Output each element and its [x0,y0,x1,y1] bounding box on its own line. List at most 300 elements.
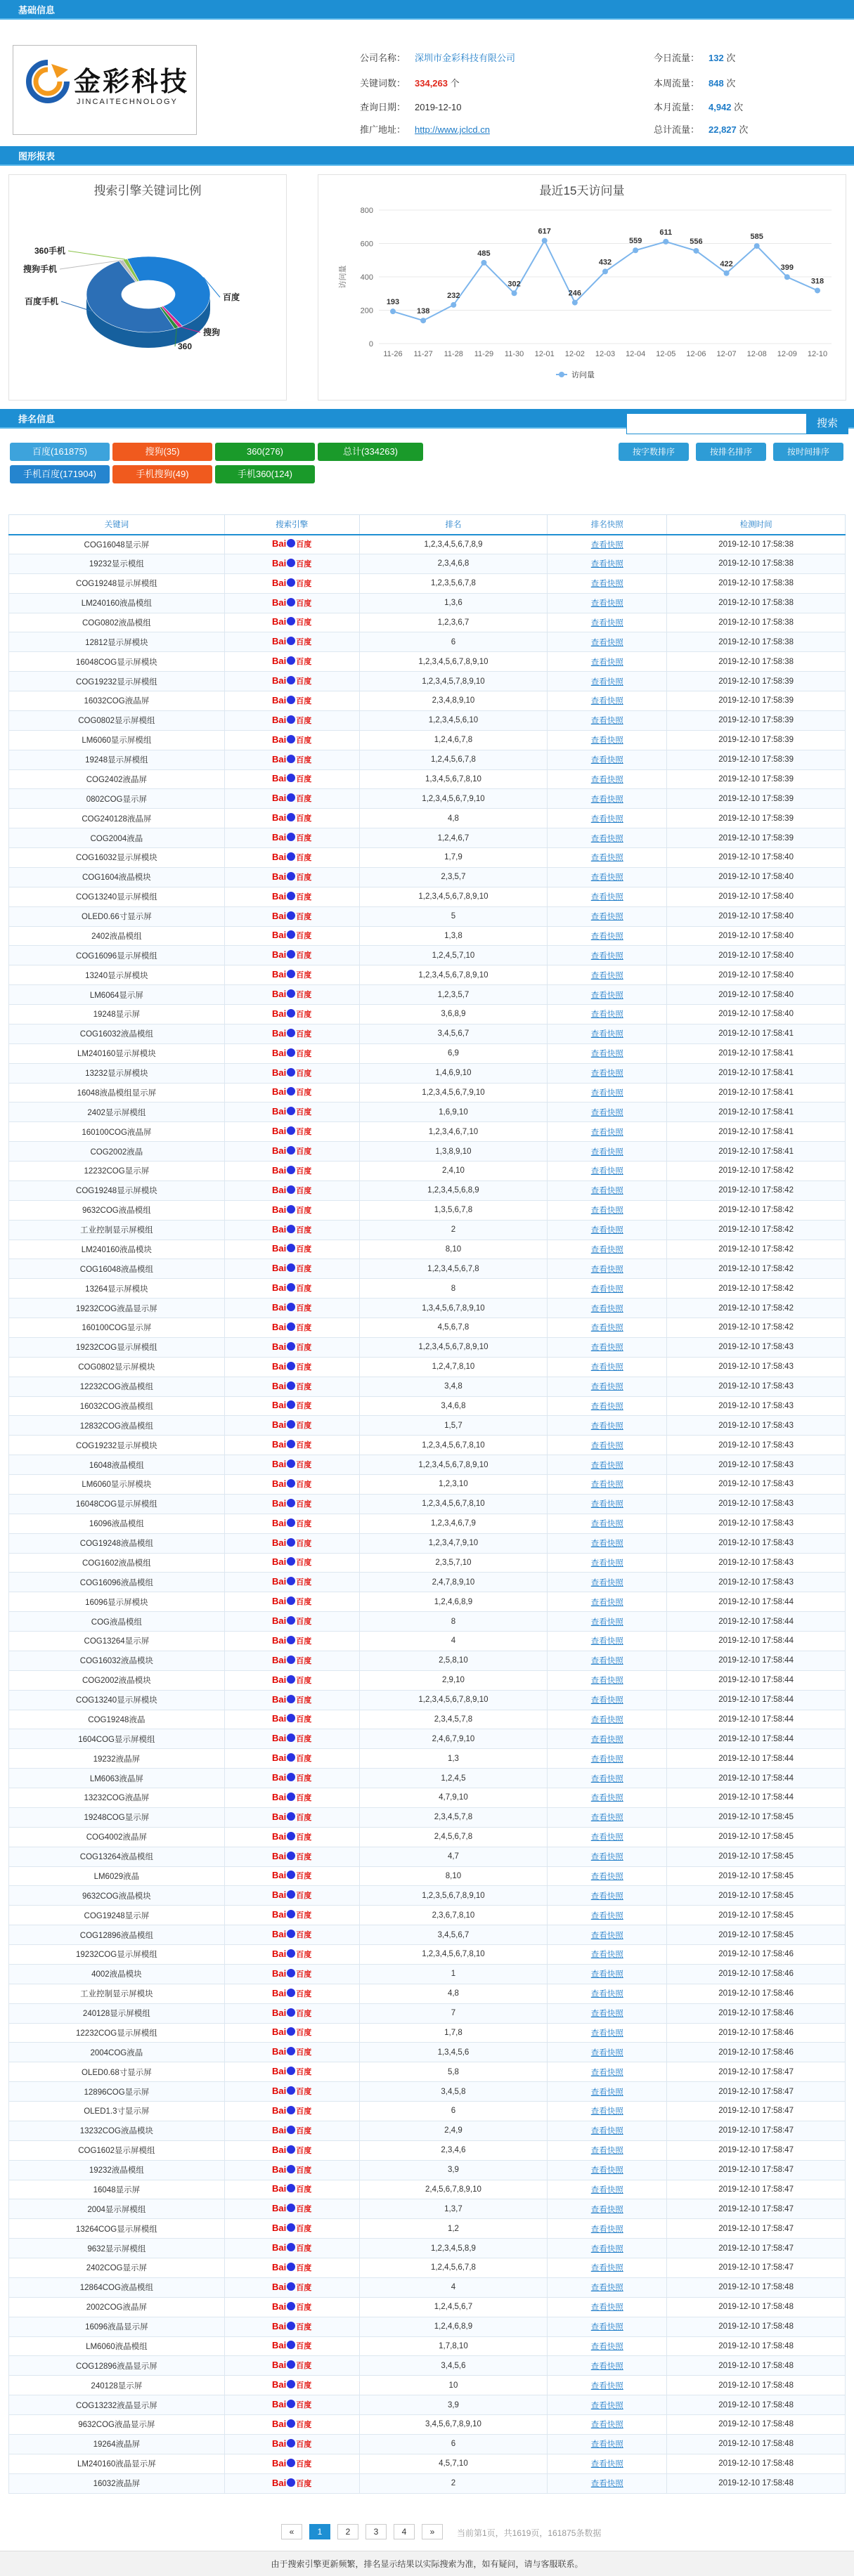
view-snapshot-link[interactable]: 查看快照 [590,1911,623,1920]
paw-icon [287,2439,295,2447]
view-snapshot-link[interactable]: 查看快照 [590,2303,623,2312]
view-snapshot-link[interactable]: 查看快照 [590,697,623,706]
baidu-logo: Bai 百度 [272,2301,312,2312]
view-snapshot-link[interactable]: 查看快照 [590,1245,623,1254]
paw-icon [287,833,295,841]
rank-cell: 4,8 [359,1984,548,2003]
engine-cell [224,750,359,769]
view-snapshot-link[interactable]: 查看快照 [590,2440,623,2450]
time-cell: 2019-12-10 17:58:43 [667,1514,846,1533]
data-point [663,239,668,245]
keyword-cell: 12232COG液晶模组 [9,1377,225,1396]
view-snapshot-link[interactable]: 查看快照 [590,580,623,589]
baidu-logo: Bai 百度 [272,989,312,1000]
pie-chart-title: 搜索引擎关键词比例 [93,184,202,197]
sort-by-time-button[interactable]: 按时间排序 [773,443,843,461]
view-snapshot-link[interactable]: 查看快照 [590,1441,623,1450]
rank-cell: 2,3,6,7,8,10 [359,1906,548,1925]
view-snapshot-link[interactable]: 查看快照 [590,1794,623,1803]
keyword-cell: 13232显示屏模块 [9,1063,225,1083]
view-snapshot-link[interactable]: 查看快照 [590,2362,623,2371]
snapshot-cell [548,867,667,887]
rank-cell: 3,6,8,9 [359,1005,548,1024]
view-snapshot-link[interactable]: 查看快照 [590,677,623,687]
time-cell: 2019-12-10 17:58:48 [667,2297,846,2317]
col-time: 检测时间 [667,515,846,535]
keyword-cell: 16048显示屏 [9,2180,225,2199]
rank-cell: 4,5,7,10 [359,2454,548,2473]
view-snapshot-link[interactable]: 查看快照 [590,1951,623,1960]
keyword-cell: COG13264液晶模组 [9,1847,225,1866]
rank-cell: 1,3,4,5,6,7,8,9,10 [359,1299,548,1318]
view-snapshot-link[interactable]: 查看快照 [590,1304,623,1313]
data-label: 422 [720,259,733,268]
time-cell: 2019-12-10 17:58:42 [667,1259,846,1279]
view-snapshot-link[interactable]: 查看快照 [590,1363,623,1372]
view-snapshot-link[interactable]: 查看快照 [590,1715,623,1724]
engine-cell [224,573,359,593]
view-snapshot-link[interactable]: 查看快照 [590,1578,623,1587]
view-snapshot-link[interactable]: 查看快照 [590,717,623,726]
sort-by-length-button[interactable]: 按字数排序 [619,443,689,461]
x-tick-label: 11-28 [444,350,463,358]
view-snapshot-link[interactable]: 查看快照 [590,599,623,609]
data-point [784,274,790,280]
paw-icon [287,2223,295,2232]
paw-icon [287,2282,295,2291]
table-row [9,2199,846,2219]
paw-icon [287,1930,295,1938]
view-snapshot-link[interactable]: 查看快照 [590,2342,623,2351]
baidu-logo: Bai 百度 [272,2183,312,2194]
view-snapshot-link[interactable]: 查看快照 [590,913,623,922]
view-snapshot-link[interactable]: 查看快照 [590,1030,623,1039]
baidu-logo: Bai 百度 [272,2223,312,2234]
view-snapshot-link[interactable]: 查看快照 [590,1833,623,1842]
engine-cell [224,1436,359,1455]
table-row [9,1906,846,1925]
engine-cell [224,554,359,573]
paw-icon [287,1205,295,1214]
prev-page-button[interactable]: « [281,2524,302,2539]
view-snapshot-link[interactable]: 查看快照 [590,1735,623,1744]
rank-cell: 2,4,5,6,7,8,9,10 [359,2180,548,2199]
pie-label-3: 百度手机 [24,297,58,306]
table-row [9,1964,846,1984]
view-snapshot-link[interactable]: 查看快照 [590,1500,623,1509]
view-snapshot-link[interactable]: 查看快照 [590,1872,623,1881]
baidu-logo: Bai 百度 [272,694,312,705]
view-snapshot-link[interactable]: 查看快照 [590,1147,623,1157]
view-snapshot-link[interactable]: 查看快照 [590,1010,623,1020]
view-snapshot-link[interactable]: 查看快照 [590,1598,623,1607]
table-row [9,1592,846,1612]
view-snapshot-link[interactable]: 查看快照 [590,991,623,1000]
engine-cell [224,1984,359,2003]
view-snapshot-link[interactable]: 查看快照 [590,1677,623,1686]
view-snapshot-link[interactable]: 查看快照 [590,2107,623,2116]
view-snapshot-link[interactable]: 查看快照 [590,1128,623,1137]
view-snapshot-link[interactable]: 查看快照 [590,2088,623,2097]
engine-cell [224,1788,359,1808]
baidu-logo: Bai 百度 [272,1576,312,1587]
view-snapshot-link[interactable]: 查看快照 [590,2480,623,2489]
keyword-cell: LM240160液晶显示屏 [9,2454,225,2473]
rank-cell: 3,4,5,6,7 [359,1024,548,1043]
sort-by-rank-button[interactable]: 按排名排序 [696,443,766,461]
view-snapshot-link[interactable]: 查看快照 [590,1853,623,1862]
keyword-cell: 160100COG显示屏 [9,1318,225,1338]
engine-cell [224,1180,359,1200]
snapshot-cell [548,1925,667,1945]
view-snapshot-link[interactable]: 查看快照 [590,1108,623,1117]
baidu-logo: Bai 百度 [272,753,312,765]
table-row [9,652,846,672]
snapshot-cell [548,1357,667,1377]
filter-sogou-button[interactable]: 搜狗(35) [112,443,212,461]
view-snapshot-link[interactable]: 查看快照 [590,814,623,824]
view-snapshot-link[interactable]: 查看快照 [590,1696,623,1705]
view-snapshot-link[interactable]: 查看快照 [590,2068,623,2077]
view-snapshot-link[interactable]: 查看快照 [590,2185,623,2194]
filter-mobile-sogou-button[interactable]: 手机搜狗(49) [112,465,212,483]
keyword-cell: 2002COG液晶屏 [9,2297,225,2317]
baidu-logo: Bai 百度 [272,1889,312,1901]
engine-cell [224,1240,359,1259]
paw-icon [287,2145,295,2154]
baidu-logo: Bai 百度 [272,1400,312,1411]
time-cell: 2019-12-10 17:58:47 [667,2258,846,2278]
baidu-logo: Bai 百度 [272,2086,312,2097]
time-cell: 2019-12-10 17:58:47 [667,2219,846,2239]
filter-mobile-baidu-button[interactable]: 手机百度(171904) [10,465,110,483]
view-snapshot-link[interactable]: 查看快照 [590,1402,623,1411]
paw-icon [287,2184,295,2192]
view-snapshot-link[interactable]: 查看快照 [590,951,623,961]
filter-total-button[interactable]: 总计(334263) [318,443,423,461]
time-cell: 2019-12-10 17:58:41 [667,1083,846,1102]
filter-mobile-360-button[interactable]: 手机360(124) [215,465,315,483]
keyword-cell: 2004COG液晶 [9,2043,225,2062]
snapshot-cell [548,2473,667,2493]
time-cell: 2019-12-10 17:58:42 [667,1299,846,1318]
view-snapshot-link[interactable]: 查看快照 [590,618,623,627]
search-button[interactable]: 搜索 [806,413,848,434]
paw-icon [287,598,295,606]
data-label: 232 [447,291,460,300]
view-snapshot-link[interactable]: 查看快照 [590,1814,623,1823]
data-point [451,302,456,308]
view-snapshot-link[interactable]: 查看快照 [590,1344,623,1353]
keyword-cell: COG1604液晶模块 [9,867,225,887]
paw-icon [287,970,295,978]
keyword-cell: 工业控制显示屏模块 [9,1984,225,2003]
view-snapshot-link[interactable]: 查看快照 [590,2029,623,2038]
view-snapshot-link[interactable]: 查看快照 [590,638,623,647]
time-cell: 2019-12-10 17:58:46 [667,2023,846,2043]
engine-cell [224,1866,359,1886]
baidu-logo: Bai 百度 [272,1419,312,1431]
view-snapshot-link[interactable]: 查看快照 [590,2421,623,2430]
paw-icon [287,1852,295,1860]
snapshot-cell [548,1964,667,1984]
engine-cell [224,1632,359,1651]
engine-cell [224,1357,359,1377]
view-snapshot-link[interactable]: 查看快照 [590,2323,623,2332]
time-cell: 2019-12-10 17:58:38 [667,593,846,613]
rank-cell: 8 [359,1612,548,1632]
paw-icon [287,1048,295,1057]
view-snapshot-link[interactable]: 查看快照 [590,1892,623,1901]
time-cell: 2019-12-10 17:58:43 [667,1573,846,1592]
baidu-logo: Bai 百度 [272,636,312,647]
engine-cell [224,2180,359,2199]
table-row [9,887,846,906]
baidu-logo: Bai 百度 [272,1634,312,1646]
rank-cell: 8,10 [359,1240,548,1259]
snapshot-cell [548,926,667,946]
section-header-charts [0,146,854,166]
paw-icon [287,1283,295,1292]
view-snapshot-link[interactable]: 查看快照 [590,1618,623,1627]
view-snapshot-link[interactable]: 查看快照 [590,932,623,941]
snapshot-cell [548,985,667,1005]
baidu-logo: Bai 百度 [272,2457,312,2468]
data-point [390,308,396,314]
view-snapshot-link[interactable]: 查看快照 [590,1069,623,1079]
view-snapshot-link[interactable]: 查看快照 [590,1383,623,1392]
time-cell: 2019-12-10 17:58:42 [667,1220,846,1240]
view-snapshot-link[interactable]: 查看快照 [590,540,623,549]
rank-cell: 1,2,3,5,6,7,8 [359,573,548,593]
view-snapshot-link[interactable]: 查看快照 [590,658,623,667]
view-snapshot-link[interactable]: 查看快照 [590,2244,623,2253]
page-2-button[interactable]: 2 [337,2524,358,2539]
view-snapshot-link[interactable]: 查看快照 [590,2010,623,2019]
time-cell: 2019-12-10 17:58:40 [667,867,846,887]
view-snapshot-link[interactable]: 查看快照 [590,1774,623,1783]
view-snapshot-link[interactable]: 查看快照 [590,2127,623,2136]
snapshot-cell [548,2199,667,2219]
snapshot-cell [548,1279,667,1299]
view-snapshot-link[interactable]: 查看快照 [590,2264,623,2273]
engine-cell [224,593,359,613]
view-snapshot-link[interactable]: 查看快照 [590,971,623,980]
engine-cell [224,1651,359,1670]
snapshot-cell [548,1847,667,1866]
paw-icon [287,1675,295,1684]
rank-cell: 1,2,4,6,7,8 [359,730,548,750]
snapshot-cell [548,1259,667,1279]
paw-icon [287,1596,295,1605]
engine-cell [224,710,359,730]
view-snapshot-link[interactable]: 查看快照 [590,1422,623,1431]
keyword-cell: COG1602显示屏模组 [9,2140,225,2160]
view-snapshot-link[interactable]: 查看快照 [590,1226,623,1235]
view-snapshot-link[interactable]: 查看快照 [590,756,623,765]
view-snapshot-link[interactable]: 查看快照 [590,2205,623,2214]
table-row [9,2062,846,2082]
view-snapshot-link[interactable]: 查看快照 [590,1559,623,1568]
paw-icon [287,2459,295,2467]
view-snapshot-link[interactable]: 查看快照 [590,1265,623,1274]
baidu-logo: Bai 百度 [272,1929,312,1940]
view-snapshot-link[interactable]: 查看快照 [590,1970,623,1979]
view-snapshot-link[interactable]: 查看快照 [590,736,623,746]
engine-cell [224,828,359,848]
snapshot-cell [548,1690,667,1710]
paw-icon [287,2341,295,2349]
view-snapshot-link[interactable]: 查看快照 [590,854,623,863]
baidu-logo: Bai 百度 [272,2242,312,2253]
data-label: 138 [416,307,430,316]
snapshot-cell [548,789,667,809]
table-row [9,1416,846,1436]
time-cell: 2019-12-10 17:58:43 [667,1436,846,1455]
table-row [9,1063,846,1083]
filter-baidu-button[interactable]: 百度(161875) [10,443,110,461]
rank-cell: 2,4,7,8,9,10 [359,1573,548,1592]
view-snapshot-link[interactable]: 查看快照 [590,795,623,804]
page-1-button[interactable]: 1 [309,2524,330,2539]
snapshot-cell [548,1533,667,1553]
baidu-logo: Bai 百度 [272,832,312,843]
rank-cell: 3,4,6,8 [359,1396,548,1416]
view-snapshot-link[interactable]: 查看快照 [590,2401,623,2410]
baidu-logo: Bai 百度 [272,2320,312,2331]
next-page-button[interactable]: » [422,2524,443,2539]
paw-icon [287,852,295,861]
rank-cell: 2,3,4,5,7,8 [359,1710,548,1729]
time-cell: 2019-12-10 17:58:45 [667,1827,846,1847]
view-snapshot-link[interactable]: 查看快照 [590,1187,623,1196]
rank-cell: 4 [359,1632,548,1651]
x-tick-label: 12-05 [656,350,676,358]
view-snapshot-link[interactable]: 查看快照 [590,1755,623,1764]
view-snapshot-link[interactable]: 查看快照 [590,1461,623,1470]
snapshot-cell [548,2023,667,2043]
rank-cell: 3,4,5,6,7 [359,1925,548,1945]
view-snapshot-link[interactable]: 查看快照 [590,2284,623,2293]
table-row [9,1612,846,1632]
total-traffic: 22,827 [709,124,737,135]
view-snapshot-link[interactable]: 查看快照 [590,1206,623,1216]
engine-cell [224,789,359,809]
snapshot-cell [548,1337,667,1357]
view-snapshot-link[interactable]: 查看快照 [590,2381,623,2390]
view-snapshot-link[interactable]: 查看快照 [590,560,623,569]
table-row [9,1807,846,1827]
view-snapshot-link[interactable]: 查看快照 [590,1990,623,1999]
keyword-search-input[interactable] [626,413,810,434]
pie-label-4: 搜狗手机 [22,264,57,274]
view-snapshot-link[interactable]: 查看快照 [590,1931,623,1940]
keyword-cell: 19232COG显示屏模组 [9,1945,225,1965]
engine-cell [224,1024,359,1043]
keyword-cell: 19248显示屏 [9,1005,225,1024]
table-row [9,1827,846,1847]
baidu-logo: Bai 百度 [272,1478,312,1489]
view-snapshot-link[interactable]: 查看快照 [590,873,623,883]
time-cell: 2019-12-10 17:58:45 [667,1866,846,1886]
view-snapshot-link[interactable]: 查看快照 [590,893,623,902]
x-tick-label: 11-30 [504,350,524,358]
rank-cell: 1,2,3,4,5,6,7,8,10 [359,1494,548,1514]
view-snapshot-link[interactable]: 查看快照 [590,2225,623,2234]
time-cell: 2019-12-10 17:58:43 [667,1553,846,1573]
table-row [9,1102,846,1122]
page-3-button[interactable]: 3 [365,2524,387,2539]
time-cell: 2019-12-10 17:58:40 [667,965,846,985]
view-snapshot-link[interactable]: 查看快照 [590,2147,623,2156]
view-snapshot-link[interactable]: 查看快照 [590,1540,623,1549]
keyword-cell: COG16032显示屏模块 [9,848,225,868]
keyword-cell: LM240160液晶模块 [9,1240,225,1259]
view-snapshot-link[interactable]: 查看快照 [590,1167,623,1176]
view-snapshot-link[interactable]: 查看快照 [590,1520,623,1529]
paw-icon [287,2047,295,2055]
table-row [9,1670,846,1690]
snapshot-cell [548,573,667,593]
baidu-logo: Bai 百度 [272,1967,312,1979]
pie-label-1: 搜狗 [203,327,221,337]
view-snapshot-link[interactable]: 查看快照 [590,2048,623,2057]
view-snapshot-link[interactable]: 查看快照 [590,1324,623,1333]
keyword-cell: OLED0.66寸显示屏 [9,906,225,926]
promo-url-link[interactable]: http://www.jclcd.cn [415,124,490,135]
section-title: 排名信息 [18,413,56,424]
view-snapshot-link[interactable]: 查看快照 [590,1050,623,1059]
view-snapshot-link[interactable]: 查看快照 [590,1481,623,1490]
keyword-cell: 19232COG显示屏模组 [9,1337,225,1357]
keyword-cell: COG12896液晶显示屏 [9,2356,225,2376]
engine-cell [224,1925,359,1945]
snapshot-cell [548,1514,667,1533]
view-snapshot-link[interactable]: 查看快照 [590,1088,623,1098]
snapshot-cell [548,1749,667,1769]
engine-cell [224,1259,359,1279]
view-snapshot-link[interactable]: 查看快照 [590,775,623,784]
view-snapshot-link[interactable]: 查看快照 [590,834,623,843]
rank-cell: 1,2,4,5,6,7 [359,2297,548,2317]
data-label: 559 [628,237,642,246]
snapshot-cell [548,1984,667,2003]
engine-cell [224,2043,359,2062]
view-snapshot-link[interactable]: 查看快照 [590,1284,623,1294]
view-snapshot-link[interactable]: 查看快照 [590,2166,623,2175]
baidu-logo: Bai 百度 [272,1497,312,1509]
table-row [9,2317,846,2336]
page-4-button[interactable]: 4 [394,2524,415,2539]
table-row [9,2473,846,2493]
keyword-cell: 12232COG显示屏 [9,1162,225,1181]
filter-360-button[interactable]: 360(276) [215,443,315,461]
col-rank: 排名 [359,515,548,535]
data-label: 485 [477,249,491,258]
snapshot-cell [548,2102,667,2121]
table-row [9,1436,846,1455]
view-snapshot-link[interactable]: 查看快照 [590,1637,623,1646]
baidu-logo: Bai 百度 [272,910,312,921]
rank-cell: 2,3,4,5,7,8 [359,1807,548,1827]
snapshot-cell [548,632,667,652]
view-snapshot-link[interactable]: 查看快照 [590,1657,623,1666]
paw-icon [287,1714,295,1722]
view-snapshot-link[interactable]: 查看快照 [590,2460,623,2469]
paw-icon [287,1420,295,1429]
pie-leader-line [68,251,125,259]
paw-icon [287,1733,295,1742]
